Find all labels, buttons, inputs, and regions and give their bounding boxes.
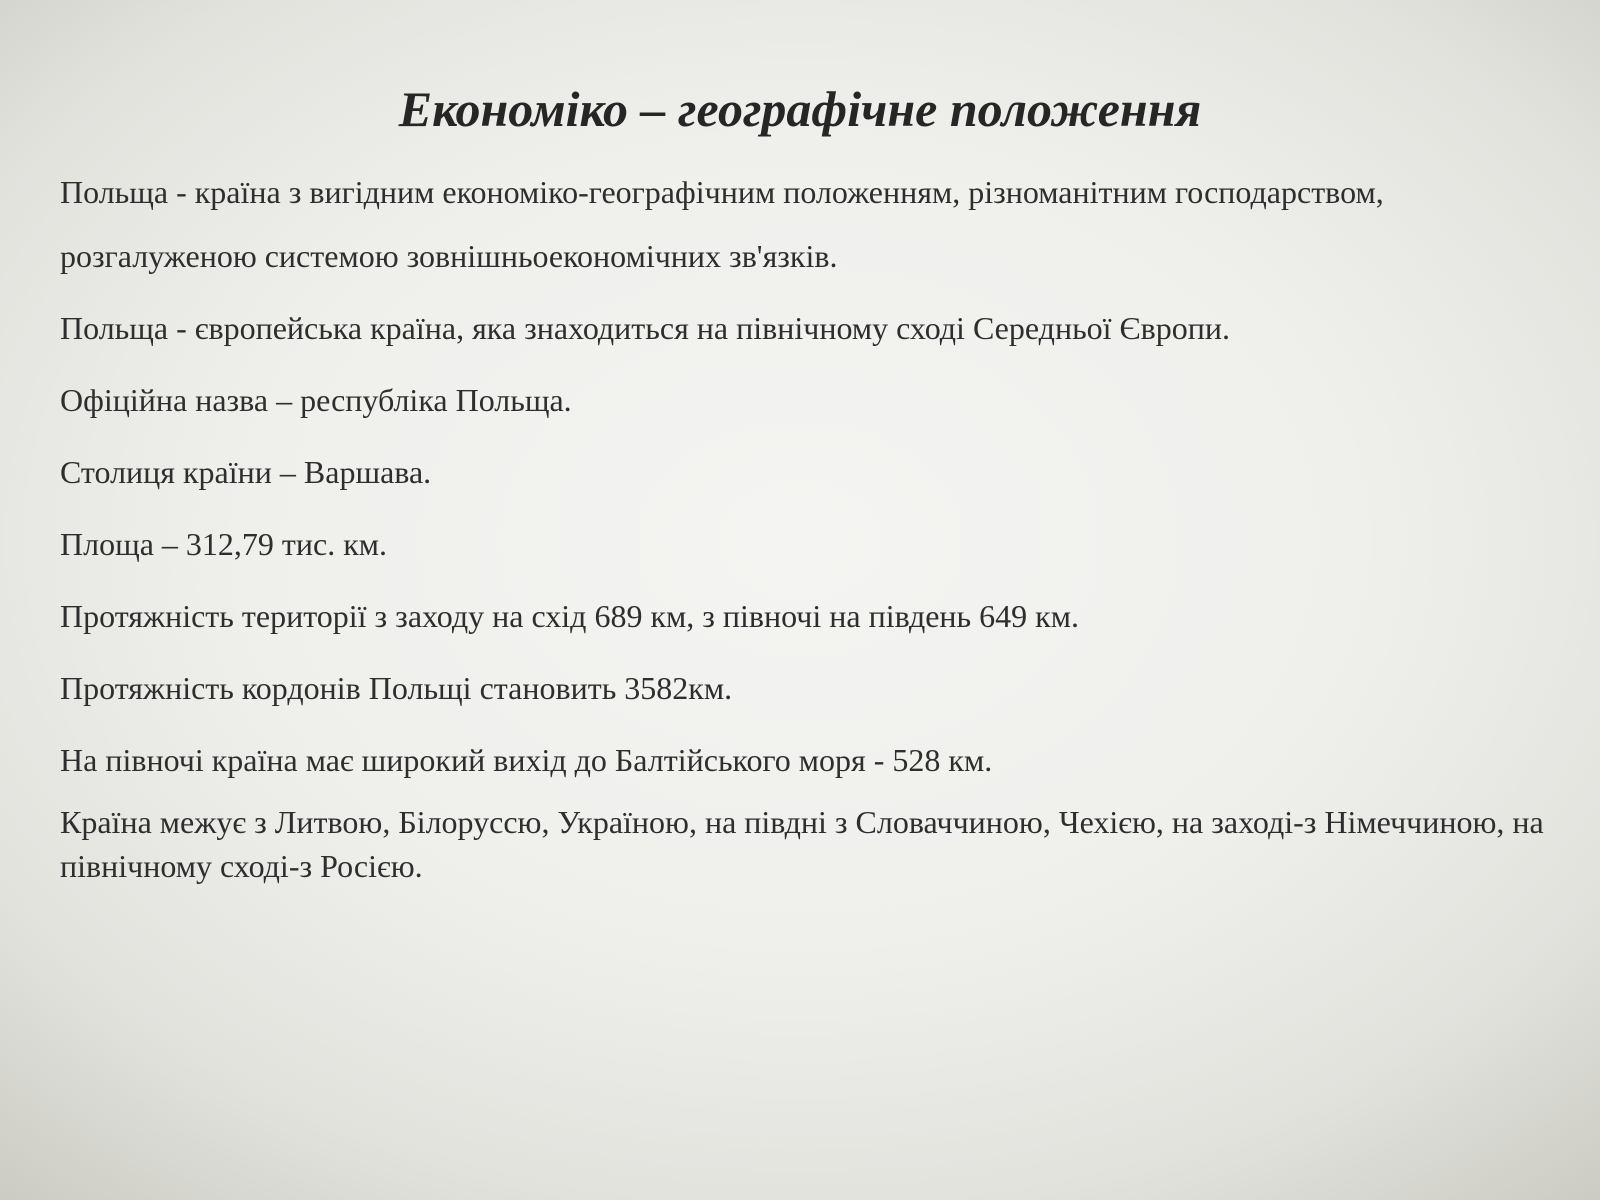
- paragraph-overview: Польща - країна з вигідним економіко-географічним положенням, різноманітним господарством, розгалуженою системою зовнішньоекономічних зв'язків.: [60, 174, 1384, 274]
- paragraph-neighbors: Країна межує з Литвою, Білоруссю, Україною, на півдні з Словаччиною, Чехією, на заході-з Німеччиною, на північному сході-з Росією.: [60, 804, 1544, 884]
- slide-title: Економіко – географічне положення: [398, 81, 1202, 137]
- paragraph-capital: Столиця країни – Варшава.: [60, 454, 432, 490]
- paragraph-official-name: Офіційна назва – республіка Польща.: [60, 382, 572, 418]
- paragraph-sea-access: На півночі країна має широкий вихід до Балтійського моря - 528 км.: [60, 742, 993, 778]
- paragraph-location: Польща - європейська країна, яка знаходиться на північному сході Середньої Європи.: [60, 310, 1231, 346]
- paragraph-area: Площа – 312,79 тис. км.: [60, 526, 388, 562]
- paragraph-extent: Протяжність території з заходу на схід 689 км, з півночі на південь 649 км.: [60, 598, 1079, 634]
- paragraph-border-length: Протяжність кордонів Польщі становить 3582км.: [60, 670, 733, 706]
- slide-body: [60, 160, 1550, 896]
